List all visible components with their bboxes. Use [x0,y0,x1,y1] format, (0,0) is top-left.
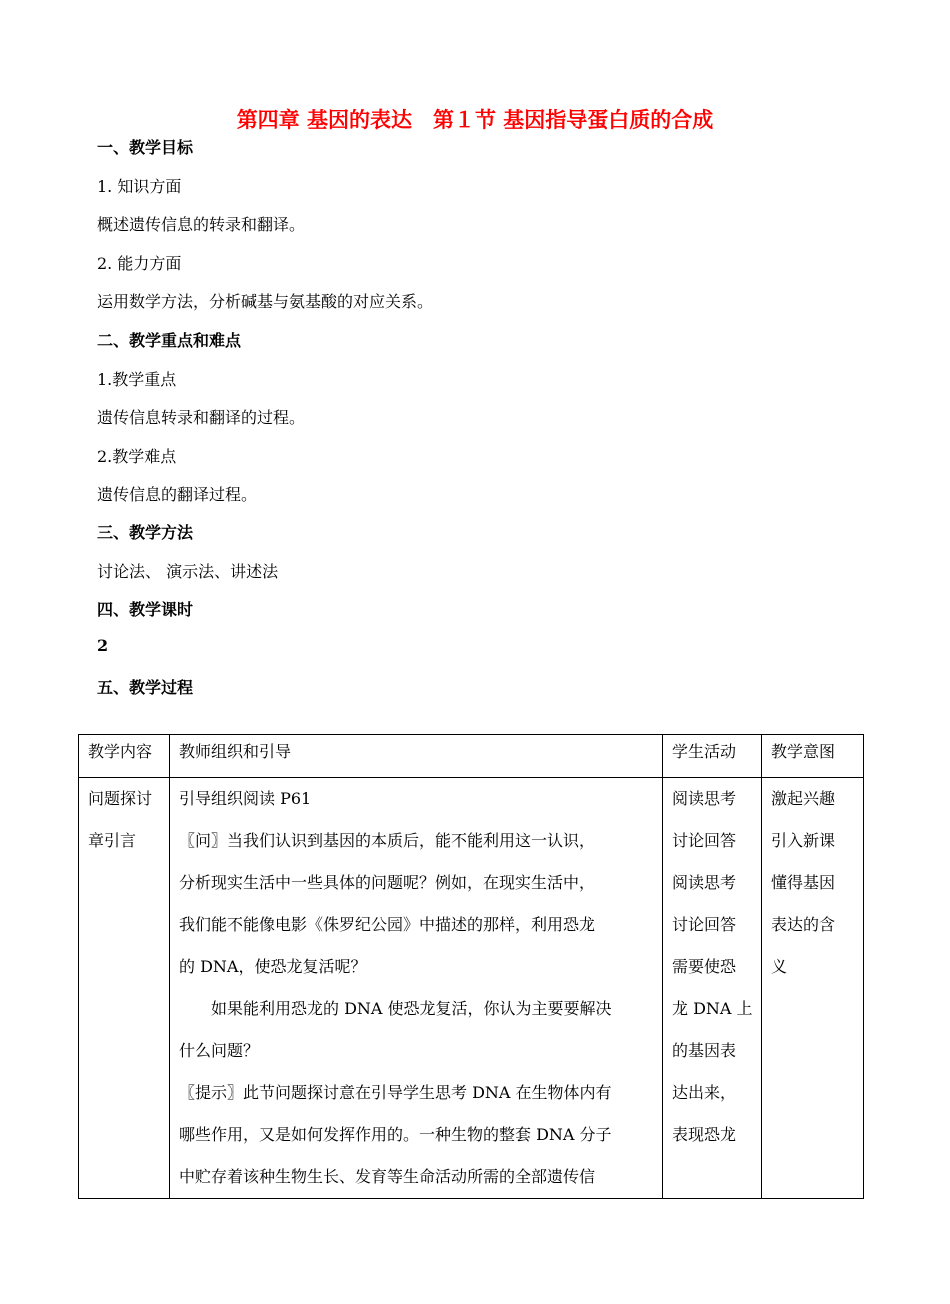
difficulty-label: 2.教学难点 [97,447,177,466]
goals-heading: 一、教学目标 [97,138,194,157]
intent-line: 懂得基因 [771,873,836,892]
header-teaching-intent: 教学意图 [762,735,864,778]
student-line: 阅读思考 [672,789,737,808]
key-heading: 二、教学重点和难点 [97,331,242,350]
method-heading: 三、教学方法 [97,523,194,542]
difficulty-text: 遗传信息的翻译过程。 [97,485,258,504]
student-line: 讨论回答 [672,831,737,850]
student-line: 的基因表 [672,1041,737,1060]
content-cell [79,778,170,1199]
guide-line: 引导组织阅读 P61 [179,789,312,808]
student-line: 阅读思考 [672,873,737,892]
header-student-activity: 学生活动 [663,735,762,778]
guide-line: 如果能利用恐龙的 DNA 使恐龙复活，你认为主要要解决 [211,999,612,1018]
page-title: 第四章 基因的表达 第１节 基因指导蛋白质的合成 [236,108,714,132]
student-cell [663,778,762,1199]
table-row [79,778,864,1199]
guide-line: 中贮存着该种生物生长、发育等生命活动所需的全部遗传信 [179,1167,596,1186]
hours-heading: 四、教学课时 [97,600,194,619]
intent-cell [762,778,864,1199]
ability-text: 运用数学方法，分析碱基与氨基酸的对应关系。 [97,292,434,311]
intent-line: 激起兴趣 [771,789,836,808]
guide-line: 什么问题？ [179,1041,260,1060]
intent-line: 引入新课 [771,831,836,850]
table-header-row [79,735,864,778]
method-text: 讨论法、 演示法、讲述法 [97,562,279,581]
lesson-process-table [78,734,864,1199]
guide-line: 〖提示〗此节问题探讨意在引导学生思考 DNA 在生物体内有 [179,1083,612,1102]
guide-line: 的 DNA，使恐龙复活呢？ [179,957,367,976]
key-text: 遗传信息转录和翻译的过程。 [97,408,306,427]
header-teacher-guide: 教师组织和引导 [170,735,663,778]
intent-line: 表达的含 [771,915,836,934]
key-label: 1.教学重点 [97,370,177,389]
content-line: 章引言 [88,831,137,850]
guide-line: 哪些作用，又是如何发挥作用的。一种生物的整套 DNA 分子 [179,1125,612,1144]
guide-line: 我们能不能像电影《侏罗纪公园》中描述的那样，利用恐龙 [179,915,596,934]
guide-line: 分析现实生活中一些具体的问题呢？例如，在现实生活中， [179,873,596,892]
guide-line: 〖问〗当我们认识到基因的本质后，能不能利用这一认识， [179,831,596,850]
student-line: 达出来， [672,1083,737,1102]
process-heading: 五、教学过程 [97,678,194,697]
knowledge-label: 1. 知识方面 [97,177,182,196]
header-content: 教学内容 [79,735,170,778]
student-line: 讨论回答 [672,915,737,934]
guide-cell [170,778,663,1199]
knowledge-text: 概述遗传信息的转录和翻译。 [97,215,306,234]
content-line: 问题探讨 [88,789,153,808]
hours-value: 2 [97,636,109,655]
student-line: 需要使恐 [672,957,737,976]
ability-label: 2. 能力方面 [97,254,182,273]
student-line: 龙 DNA 上 [672,999,753,1018]
intent-line: 义 [771,957,788,976]
student-line: 表现恐龙 [672,1125,737,1144]
